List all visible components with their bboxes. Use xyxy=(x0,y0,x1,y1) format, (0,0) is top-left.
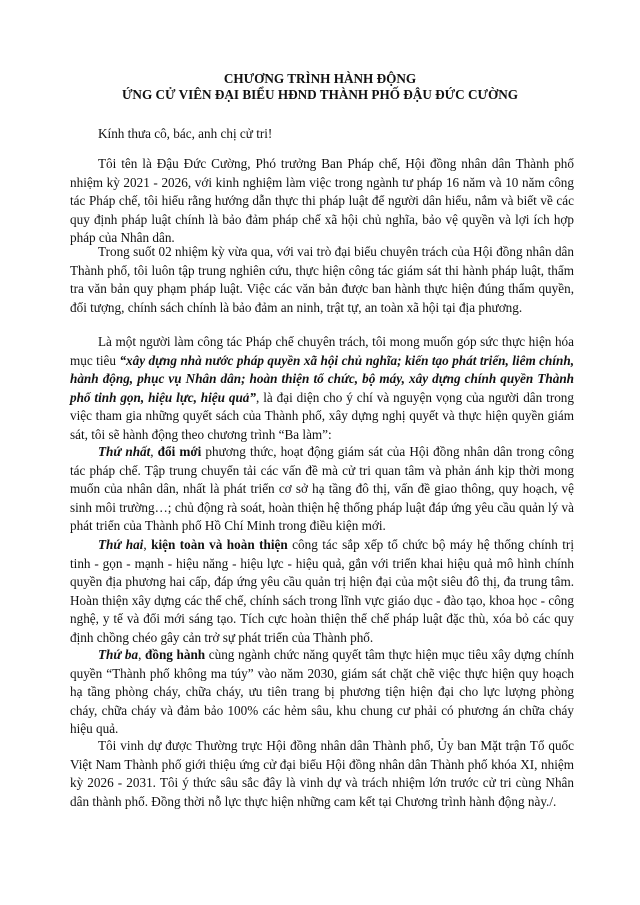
second-commitment-keyword: kiện toàn và hoàn thiện xyxy=(151,537,288,552)
document-subtitle: ỨNG CỬ VIÊN ĐẠI BIỂU HĐND THÀNH PHỐ ĐẬU ĐỨC CƯỜNG xyxy=(121,87,519,102)
goal-intro-text: Là một người làm công tác Pháp chế chuyên trách, tôi mong muốn góp sức thực hiện hóa mục tiêu xyxy=(70,334,574,368)
third-commitment-lead: Thứ ba xyxy=(98,647,139,662)
introduction-paragraph: Tôi tên là Đậu Đức Cường, Phó trưởng Ban Pháp chế, Hội đồng nhân dân Thành phố nhiệm kỳ 2021 - 2026, với kinh nghiệm làm việc trong ngành tư pháp 16 năm và 10 năm công tác Pháp chế, tôi hiểu rằng hướng dẫn thực thi pháp luật để người dân hiểu, nắm và biết về các quy định pháp luật chính là bảo đảm pháp chế xã hội chủ nghĩa, bảo vệ quyền và lợi ích hợp pháp của Nhân dân. xyxy=(70,156,574,246)
first-commitment-lead: Thứ nhất xyxy=(98,444,151,459)
first-commitment-paragraph xyxy=(70,443,574,536)
third-commitment-text: cùng ngành chức năng quyết tâm thực hiện mục tiêu xây dựng chính quyền “Thành phố không ma túy” vào năm 2030, giám sát chặt chẽ việc thực hiện quy hoạch hạ tầng phòng cháy, chữa cháy, ưu tiên trang bị phương tiện hiện đại cho lực lượng phòng cháy, chữa cháy và đảm bảo 100% các hẻm sâu, khu chung cư phải có phương án chữa cháy hiệu quả. xyxy=(70,647,575,737)
third-commitment-paragraph xyxy=(70,646,574,739)
goal-closing-text: , là đại diện cho ý chí và nguyện vọng của người dân trong việc tham gia những quyết sách của Thành phố, xây dựng nghị quyết và thực hiện quyền giám sát, tôi sẽ hành động theo chương trình “Ba làm”: xyxy=(70,389,574,442)
goal-paragraph xyxy=(70,333,574,445)
second-commitment-comma: , xyxy=(143,537,152,552)
first-commitment-keyword: đổi mới xyxy=(157,444,202,459)
experience-paragraph: Trong suốt 02 nhiệm kỳ vừa qua, với vai trò đại biểu chuyên trách của Hội đồng nhân dân Thành phố, tôi luôn tập trung nghiên cứu, thực hiện công tác giám sát thi hành pháp luật, thẩm tra văn bản quy phạm pháp luật. Việc các văn bản được ban hành thực hiện đúng thẩm quyền, đối tượng, chính sách chính là bảo đảm an ninh, trật tự, an toàn xã hội tại địa phương. xyxy=(70,244,574,315)
third-commitment-keyword: đồng hành xyxy=(145,647,206,662)
first-commitment-text: phương thức, hoạt động giám sát của Hội đồng nhân dân trong công tác pháp chế. Tập trung chuyển tải các vấn đề mà cử tri quan tâm và phản ánh kịp thời mong muốn của nhân dân, nhất là phát triển cơ sở hạ tầng đô thị, vấn đề giao thông, quy hoạch, vệ sinh môi trường…; chủ động rà soát, hoàn thiện hệ thống pháp luật đáp ứng yêu cầu quản lý và phát triển của Thành phố Hồ Chí Minh trong điều kiện mới. xyxy=(70,444,575,534)
greeting-paragraph: Kính thưa cô, bác, anh chị cử tri! xyxy=(98,126,273,141)
second-commitment-text: công tác sắp xếp tổ chức bộ máy hệ thống chính trị tinh - gọn - mạnh - hiệu năng - hiệu lực - hiệu quả, gắn với triển khai hiệu quả mô hình chính quyền địa phương hai cấp, đáp ứng yêu cầu quản trị hiện đại của một siêu đô thị, đa trung tâm. Hoàn thiện xây dựng các thể chế, chính sách trong lĩnh vực giáo dục - đào tạo, khoa học - công nghệ, y tế và đổi mới sáng tạo. Tích cực hoàn thiện thể chế pháp luật đặc thù, xóa bỏ các quy định chồng chéo gây cản trở sự phát triển của Thành phố. xyxy=(70,537,574,645)
closing-paragraph: Tôi vinh dự được Thường trực Hội đồng nhân dân Thành phố, Ủy ban Mặt trận Tổ quốc Việt Nam Thành phố giới thiệu ứng cử đại biểu Hội đồng nhân dân Thành phố khóa XI, nhiệm kỳ 2026 - 2031. Tôi ý thức sâu sắc đây là vinh dự và trách nhiệm lớn trước cử tri cùng Nhân dân thành phố. Đồng thời nỗ lực thực hiện những cam kết tại Chương trình hành động này./. xyxy=(70,738,574,809)
goal-quote: “xây dựng nhà nước pháp quyền xã hội chủ nghĩa; kiến tạo phát triển, liêm chính, hành động, phục vụ Nhân dân; hoàn thiện tổ chức, bộ máy, xây dựng chính quyền Thành phố tinh gọn, hiệu lực, hiệu quả” xyxy=(70,352,575,405)
second-commitment-paragraph xyxy=(70,536,574,648)
third-commitment-comma: , xyxy=(138,647,146,662)
first-commitment-comma: , xyxy=(150,444,158,459)
second-commitment-lead: Thứ hai xyxy=(98,537,144,552)
document-title: CHƯƠNG TRÌNH HÀNH ĐỘNG xyxy=(223,71,417,86)
